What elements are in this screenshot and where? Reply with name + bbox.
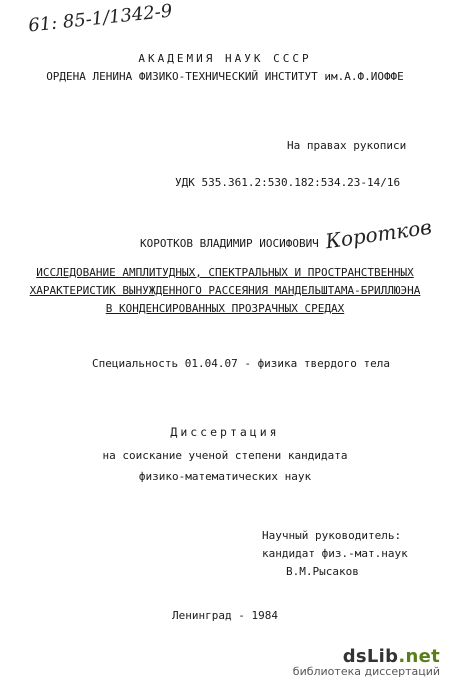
udc-code: УДК 535.361.2:530.182:534.23-14/16: [175, 176, 401, 189]
watermark: [293, 646, 440, 678]
author-signature: Коротков: [323, 214, 434, 254]
author-name: КОРОТКОВ ВЛАДИМИР ИОСИФОВИЧ: [140, 237, 319, 250]
title-line-2: ХАРАКТЕРИСТИК ВЫНУЖДЕННОГО РАССЕЯНИЯ МАНДЕЛЬШТАМА-БРИЛЛЮЭНА: [29, 284, 421, 297]
watermark-tagline: библиотека диссертаций: [292, 665, 440, 678]
watermark-site: [293, 646, 440, 667]
degree-line-2: физико-математических наук: [138, 470, 312, 483]
watermark-site-name: dsLib: [342, 646, 399, 667]
institute-name: ОРДЕНА ЛЕНИНА ФИЗИКО-ТЕХНИЧЕСКИЙ ИНСТИТУТ им.А.Ф.ИОФФЕ: [46, 70, 404, 83]
manuscript-rights: На правах рукописи: [287, 139, 407, 152]
dissertation-heading: Диссертация: [170, 425, 280, 439]
degree-line-1: на соискание ученой степени кандидата: [102, 449, 348, 462]
specialty-line: Специальность 01.04.07 - физика твердого тела: [92, 357, 391, 370]
academy-title: АКАДЕМИЯ НАУК СССР: [138, 52, 312, 65]
city-year: Ленинград - 1984: [172, 609, 278, 622]
advisor-name: В.М.Рысаков: [286, 565, 359, 578]
archive-number: 61: 85-1/1342-9: [27, 0, 174, 37]
advisor-degree: кандидат физ.-мат.наук: [262, 547, 408, 560]
advisor-label: Научный руководитель:: [262, 529, 402, 542]
title-line-3: В КОНДЕНСИРОВАННЫХ ПРОЗРАЧНЫХ СРЕДАХ: [105, 302, 345, 315]
title-line-1: ИССЛЕДОВАНИЕ АМПЛИТУДНЫХ, СПЕКТРАЛЬНЫХ И ПРОСТРАНСТВЕННЫХ: [36, 266, 414, 279]
watermark-site-domain: .net: [398, 646, 440, 667]
